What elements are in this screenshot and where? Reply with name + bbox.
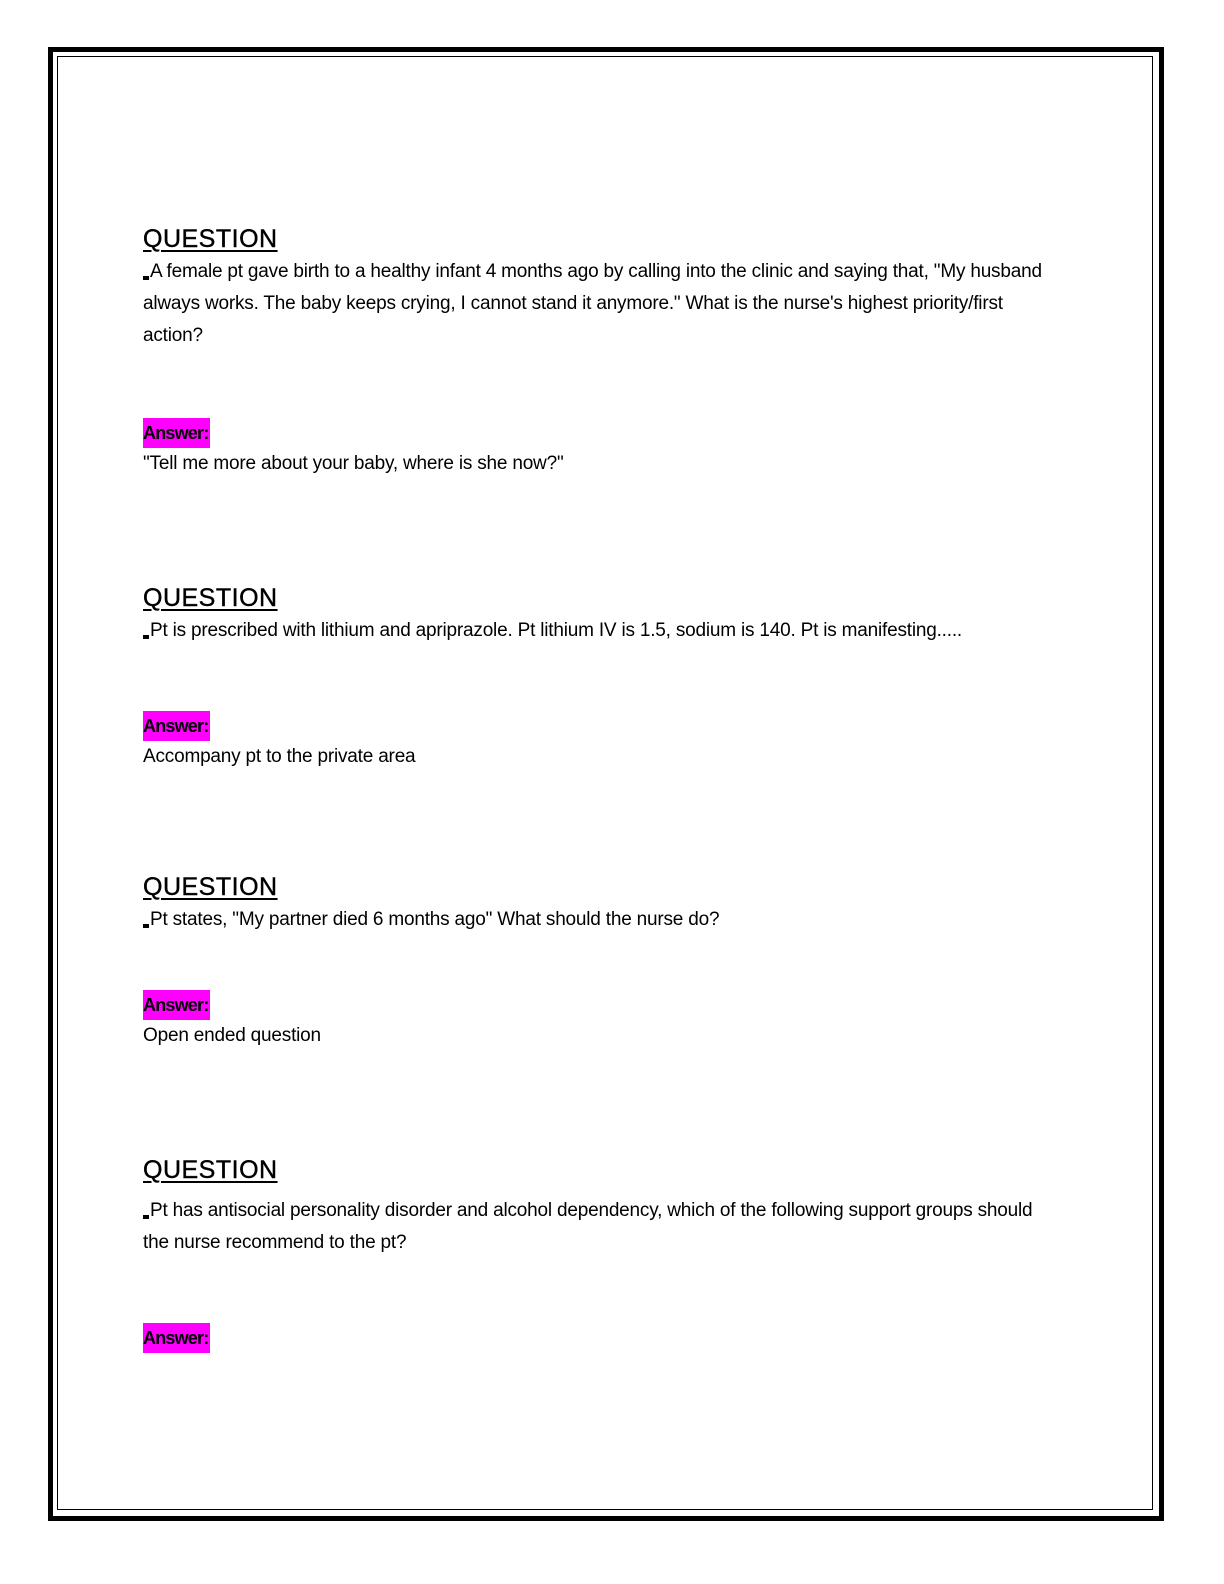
question-text	[143, 1195, 1063, 1259]
question-heading: QUESTION	[143, 1156, 278, 1184]
answer-label: Answer:	[143, 990, 210, 1020]
question-body: A female pt gave birth to a healthy infant 4 months ago by calling into the clinic and saying that, "My husband always works. The baby keeps crying, I cannot stand it anymore." What is the nurse's highest priority/first action?	[143, 261, 1042, 346]
bullet-marker-icon	[143, 924, 149, 928]
bullet-marker-icon	[143, 276, 149, 280]
question-block-4	[143, 1157, 1063, 1259]
answer-block-1	[143, 418, 1063, 480]
question-block-2	[143, 585, 1063, 647]
answer-text: Open ended question	[143, 1025, 321, 1046]
answer-label: Answer:	[143, 711, 210, 741]
question-heading: QUESTION	[143, 873, 278, 901]
question-body: Pt has antisocial personality disorder and alcohol dependency, which of the following support groups should the nurse recommend to the pt?	[143, 1200, 1033, 1253]
bullet-marker-icon	[143, 635, 149, 639]
question-text	[143, 256, 1063, 352]
answer-block-3	[143, 990, 1063, 1052]
question-text	[143, 615, 1063, 647]
question-text	[143, 904, 1063, 936]
bullet-marker-icon	[143, 1215, 149, 1219]
answer-text: "Tell me more about your baby, where is she now?"	[143, 453, 564, 474]
answer-label: Answer:	[143, 418, 210, 448]
answer-block-2	[143, 711, 1063, 773]
answer-text: Accompany pt to the private area	[143, 746, 416, 767]
answer-block-4	[143, 1323, 1063, 1353]
question-heading: QUESTION	[143, 584, 278, 612]
question-body: Pt states, "My partner died 6 months ago" What should the nurse do?	[150, 909, 720, 930]
answer-label: Answer:	[143, 1323, 210, 1353]
question-body: Pt is prescribed with lithium and apriprazole. Pt lithium IV is 1.5, sodium is 140. Pt is manifesting.....	[150, 620, 962, 641]
question-block-3	[143, 874, 1063, 936]
question-heading: QUESTION	[143, 225, 278, 253]
question-block-1	[143, 226, 1063, 352]
